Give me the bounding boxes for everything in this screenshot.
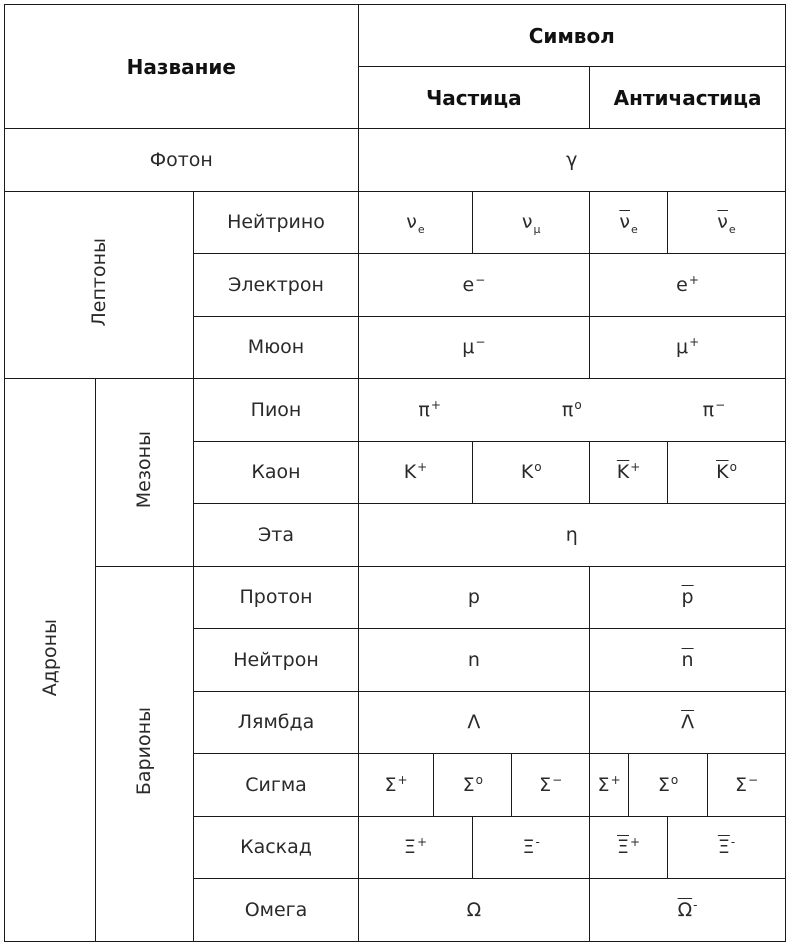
symbol-pions xyxy=(358,379,785,442)
symbol-anticascade-minus: $\overline{\Xi}^-$ xyxy=(668,816,786,879)
name-muon: Мюон xyxy=(194,316,358,379)
symbol-sigma-zero: $\Sigma^o$ xyxy=(434,754,512,817)
symbol-lambda: Λ xyxy=(358,691,590,754)
symbol-antikaon-plus: $\overline{K}^+$ xyxy=(590,441,668,504)
row-photon xyxy=(5,129,786,192)
header-symbol: Символ xyxy=(358,5,785,67)
group-hadrons: Адроны xyxy=(5,379,96,942)
symbol-eta: η xyxy=(358,504,785,567)
symbol-antiproton: $\overline{p}$ xyxy=(590,566,786,629)
symbol-antiomega: $\overline{\Omega}^-$ xyxy=(590,879,786,942)
symbol-antisigma-plus: Σ+ xyxy=(590,754,629,817)
symbol-neutron: n xyxy=(358,629,590,692)
symbol-pion-plus: π+ xyxy=(418,397,441,421)
symbol-antineutrino-e: $\overline{\nu}_e$ xyxy=(590,191,668,254)
group-leptons: Лептоны xyxy=(5,191,194,379)
symbol-kaon-plus: K+ xyxy=(358,441,473,504)
symbol-muon: μ− xyxy=(358,316,590,379)
symbol-photon: γ xyxy=(358,129,785,192)
name-eta: Эта xyxy=(194,504,358,567)
symbol-antilambda: $\overline{\Lambda}$ xyxy=(590,691,786,754)
header-antiparticle: Античастица xyxy=(590,67,786,129)
symbol-sigma-minus: Σ− xyxy=(512,754,590,817)
name-proton: Протон xyxy=(194,566,358,629)
row-pion xyxy=(5,379,786,442)
name-sigma: Сигма xyxy=(194,754,358,817)
name-neutron: Нейтрон xyxy=(194,629,358,692)
row-proton xyxy=(5,566,786,629)
symbol-cascade-minus: Ξ- xyxy=(473,816,590,879)
symbol-antimuon: μ+ xyxy=(590,316,786,379)
symbol-antisigma-zero: $\Sigma^o$ xyxy=(629,754,708,817)
particle-table xyxy=(4,4,786,942)
header-name: Название xyxy=(5,5,359,129)
header-particle: Частица xyxy=(358,67,590,129)
symbol-antineutrino-e2: $\overline{\nu}_e$ xyxy=(668,191,786,254)
row-neutrino xyxy=(5,191,786,254)
symbol-neutrino-e: $\nu_e$ xyxy=(358,191,473,254)
symbol-antikaon-zero: $\overline{K}^o$ xyxy=(668,441,786,504)
symbol-positron: e+ xyxy=(590,254,786,317)
name-neutrino: Нейтрино xyxy=(194,191,358,254)
name-cascade: Каскад xyxy=(194,816,358,879)
symbol-cascade-plus: Ξ+ xyxy=(358,816,473,879)
name-photon: Фотон xyxy=(5,129,359,192)
symbol-proton: p xyxy=(358,566,590,629)
symbol-omega: Ω xyxy=(358,879,590,942)
group-mesons: Мезоны xyxy=(95,379,194,567)
symbol-kaon-zero: $K^o$ xyxy=(473,441,590,504)
symbol-sigma-plus: Σ+ xyxy=(358,754,434,817)
name-pion: Пион xyxy=(194,379,358,442)
name-lambda: Лямбда xyxy=(194,691,358,754)
symbol-neutrino-mu: $\nu_\mu$ xyxy=(473,191,590,254)
symbol-antineutron: $\overline{n}$ xyxy=(590,629,786,692)
symbol-electron: e− xyxy=(358,254,590,317)
symbol-pion-minus: π− xyxy=(702,397,726,421)
symbol-pion-zero: $\pi^o$ xyxy=(561,397,582,421)
symbol-anticascade-plus: $\overline{\Xi}^+$ xyxy=(590,816,668,879)
name-electron: Электрон xyxy=(194,254,358,317)
name-kaon: Каон xyxy=(194,441,358,504)
group-baryons: Барионы xyxy=(95,566,194,941)
name-omega: Омега xyxy=(194,879,358,942)
symbol-antisigma-minus: Σ− xyxy=(707,754,785,817)
